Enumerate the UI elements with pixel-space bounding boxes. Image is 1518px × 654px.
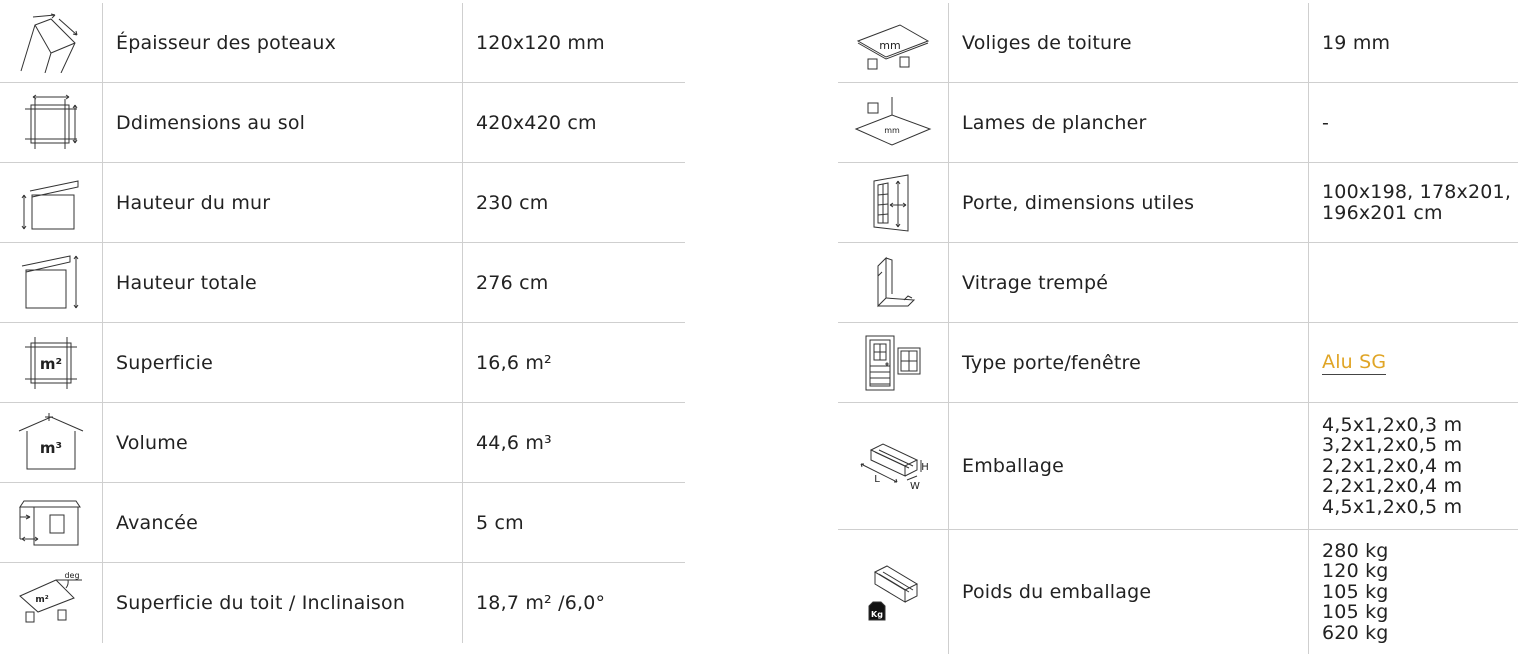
spec-row — [0, 3, 685, 83]
spec-row — [838, 83, 1518, 163]
spec-row — [0, 323, 685, 403]
door-window-type-link[interactable]: Alu SG — [1322, 350, 1387, 373]
spec-value: 19 mm — [1322, 31, 1391, 54]
spec-label: Superficie — [103, 323, 463, 402]
spec-label: Porte, dimensions utiles — [949, 163, 1309, 242]
spec-label: Ddimensions au sol — [103, 83, 463, 162]
spec-label: Voliges de toiture — [949, 3, 1309, 82]
door-window-type-icon — [838, 323, 949, 402]
floor-dimensions-icon — [0, 83, 103, 162]
spec-label: Hauteur du mur — [103, 163, 463, 242]
volume-m3-icon — [0, 403, 103, 482]
value-line: 280 kg — [1322, 539, 1389, 562]
wall-height-icon — [0, 163, 103, 242]
value-line: 120 kg — [1322, 560, 1389, 583]
spec-label: Épaisseur des poteaux — [103, 3, 463, 82]
spec-value — [1309, 530, 1518, 654]
value-line: 105 kg — [1322, 580, 1389, 603]
spec-row — [838, 403, 1518, 530]
svg-text:H: H — [921, 462, 929, 473]
spec-label: Avancée — [103, 483, 463, 562]
floor-boards-icon — [838, 83, 949, 162]
spec-value: 44,6 m³ — [476, 431, 552, 454]
post-thickness-icon — [0, 3, 103, 82]
spec-label: Lames de plancher — [949, 83, 1309, 162]
svg-text:mm: mm — [884, 125, 900, 135]
spec-value — [1309, 163, 1518, 242]
spec-row — [0, 563, 685, 643]
overhang-icon — [0, 483, 103, 562]
spec-value: 230 cm — [476, 191, 549, 214]
value-line: 2,2x1,2x0,4 m — [1322, 475, 1463, 498]
value-line: 4,5x1,2x0,5 m — [1322, 495, 1463, 518]
spec-row — [0, 403, 685, 483]
svg-text:m²: m² — [35, 595, 49, 605]
value-line: 2,2x1,2x0,4 m — [1322, 454, 1463, 477]
value-line: 4,5x1,2x0,3 m — [1322, 413, 1463, 436]
tempered-glass-icon — [838, 243, 949, 322]
svg-text:W: W — [910, 481, 920, 492]
spec-value — [1309, 403, 1518, 529]
spec-row — [0, 483, 685, 563]
package-weight-icon — [838, 530, 949, 654]
spec-label: Superficie du toit / Inclinaison — [103, 563, 463, 643]
roof-area-pitch-icon — [0, 563, 103, 643]
spec-value: 276 cm — [476, 271, 549, 294]
spec-row — [838, 530, 1518, 654]
spec-row — [838, 3, 1518, 83]
spec-row — [838, 323, 1518, 403]
total-height-icon — [0, 243, 103, 322]
spec-row — [838, 163, 1518, 243]
spec-row — [0, 163, 685, 243]
spec-label: Emballage — [949, 403, 1309, 529]
svg-text:m³: m³ — [39, 438, 63, 457]
specs-table-right — [838, 3, 1518, 654]
spec-value: 420x420 cm — [476, 111, 597, 134]
spec-row — [838, 243, 1518, 323]
door-dimensions-icon — [838, 163, 949, 242]
spec-row — [0, 243, 685, 323]
value-line: 196x201 cm — [1322, 201, 1443, 224]
spec-value — [1309, 323, 1518, 402]
roof-boards-icon — [838, 3, 949, 82]
value-line: 105 kg — [1322, 601, 1389, 624]
spec-value: 5 cm — [476, 511, 524, 534]
svg-text:deg: deg — [64, 572, 80, 580]
svg-text:mm: mm — [879, 38, 901, 52]
spec-label: Type porte/fenêtre — [949, 323, 1309, 402]
value-line: 100x198, 178x201, — [1322, 181, 1512, 203]
value-line: 3,2x1,2x0,5 m — [1322, 434, 1463, 457]
area-m2-icon — [0, 323, 103, 402]
spec-value: 120x120 mm — [476, 31, 605, 54]
svg-text:Kg: Kg — [871, 610, 883, 619]
spec-value: 18,7 m² /6,0° — [476, 592, 606, 614]
svg-text:m²: m² — [39, 354, 63, 373]
spec-label: Poids du emballage — [949, 530, 1309, 654]
spec-value: - — [1322, 111, 1330, 134]
svg-text:L: L — [874, 474, 880, 485]
spec-label: Vitrage trempé — [949, 243, 1309, 322]
spec-value: 16,6 m² — [476, 351, 552, 374]
spec-label: Hauteur totale — [103, 243, 463, 322]
spec-value — [1309, 243, 1518, 322]
specs-table-left — [0, 3, 685, 643]
value-line: 620 kg — [1322, 621, 1389, 644]
spec-row — [0, 83, 685, 163]
package-dimensions-icon — [838, 403, 949, 529]
spec-label: Volume — [103, 403, 463, 482]
